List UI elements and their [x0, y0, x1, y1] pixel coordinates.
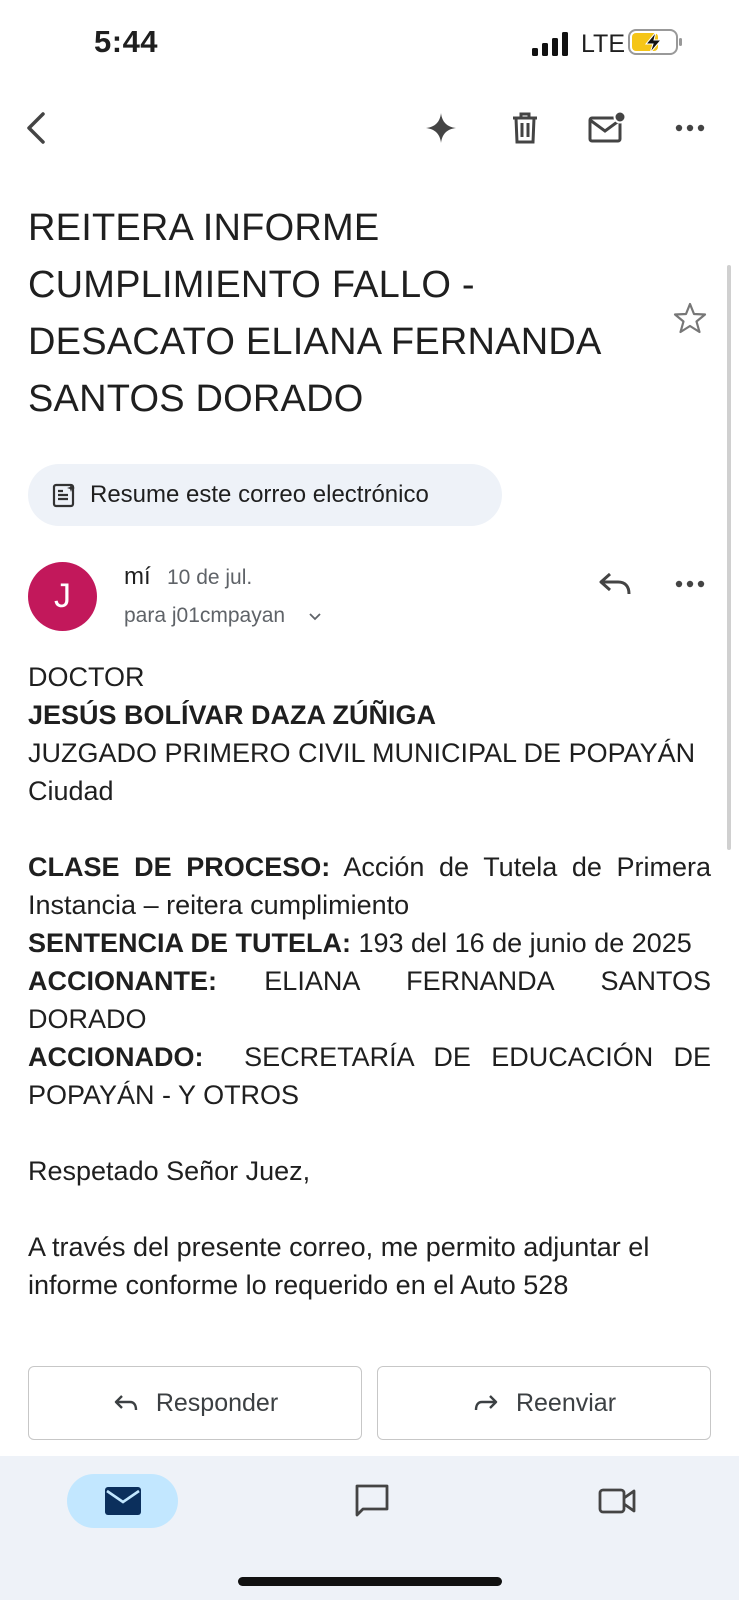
summarize-icon	[52, 482, 78, 508]
mail-icon	[104, 1486, 142, 1516]
forward-label: Reenviar	[515, 1388, 617, 1417]
more-horizontal-icon	[675, 580, 705, 588]
status-time: 5:44	[94, 24, 159, 59]
video-camera-icon	[598, 1486, 636, 1516]
salutation-title: DOCTOR	[28, 662, 145, 692]
sender-name: mí	[124, 563, 151, 590]
email-subject	[28, 200, 618, 428]
recipient-details[interactable]: para j01cmpayan	[124, 604, 286, 627]
star-button[interactable]	[666, 294, 714, 342]
field-label: SENTENCIA DE TUTELA:	[28, 928, 351, 958]
forward-icon	[472, 1389, 500, 1417]
gemini-button[interactable]	[417, 104, 465, 152]
battery-charging-icon	[628, 28, 684, 56]
message-more-button[interactable]	[666, 560, 714, 608]
delete-button[interactable]	[501, 104, 549, 152]
summarize-label: Resume este correo electrónico	[90, 481, 429, 508]
sentencia-tutela	[28, 924, 711, 962]
trash-icon	[510, 111, 540, 145]
reply-button[interactable]	[28, 1366, 362, 1440]
nav-chat-tab[interactable]	[344, 1474, 400, 1528]
summarize-email-chip[interactable]	[28, 464, 502, 526]
body-paragraph: A través del presente correo, me permito adjuntar el informe conforme lo requerido en el Auto 528	[28, 1232, 650, 1300]
judge-name: JESÚS BOLÍVAR DAZA ZÚÑIGA	[28, 700, 437, 730]
sparkle-icon	[424, 111, 458, 145]
home-indicator[interactable]	[238, 1577, 502, 1586]
greeting: Respetado Señor Juez,	[28, 1156, 311, 1186]
mark-unread-icon	[588, 111, 626, 145]
subject-line: DESACATO ELIANA FERNANDA	[28, 321, 602, 363]
accionado	[28, 1038, 719, 1114]
body-clip	[0, 1330, 739, 1366]
email-body	[28, 658, 719, 1304]
reply-icon	[112, 1389, 140, 1417]
accionante	[28, 962, 711, 1038]
network-label: LTE	[581, 30, 625, 58]
chevron-down-icon[interactable]	[308, 610, 322, 624]
subject-line: SANTOS DORADO	[28, 378, 364, 420]
field-value: 193 del 16 de junio de 2025	[351, 928, 692, 958]
nav-mail-tab[interactable]	[67, 1474, 178, 1528]
email-date: 10 de jul.	[167, 566, 253, 589]
subject-line: REITERA INFORME	[28, 207, 380, 249]
forward-button[interactable]	[377, 1366, 711, 1440]
field-label: ACCIONANTE:	[28, 966, 217, 996]
field-value: ELIANA FERNANDA SANTOS DORADO	[28, 966, 711, 1034]
field-value: Acción de Tutela de Primera Instancia – reitera cumplimiento	[28, 852, 711, 920]
signal-icon	[532, 32, 572, 56]
mark-unread-button[interactable]	[583, 104, 631, 152]
back-button[interactable]	[14, 104, 62, 152]
field-value: SECRETARÍA DE EDUCACIÓN DE POPAYÁN - Y OTROS	[28, 1042, 719, 1110]
chat-icon	[354, 1483, 390, 1519]
more-options-button[interactable]	[666, 104, 714, 152]
avatar[interactable]: J	[28, 562, 97, 631]
field-label: CLASE DE PROCESO:	[28, 852, 331, 882]
more-horizontal-icon	[675, 124, 705, 132]
field-label: ACCIONADO:	[28, 1042, 204, 1072]
city: Ciudad	[28, 776, 114, 806]
scrollbar[interactable]	[727, 265, 731, 850]
clase-proceso	[28, 848, 711, 924]
star-icon	[673, 301, 707, 335]
nav-meet-tab[interactable]	[589, 1474, 645, 1528]
subject-line: CUMPLIMIENTO FALLO -	[28, 264, 475, 306]
back-icon	[23, 110, 53, 146]
court-name: JUZGADO PRIMERO CIVIL MUNICIPAL DE POPAYÁN	[28, 738, 696, 768]
reply-label: Responder	[155, 1388, 279, 1417]
reply-icon-button[interactable]	[591, 560, 639, 608]
reply-icon	[598, 571, 632, 597]
